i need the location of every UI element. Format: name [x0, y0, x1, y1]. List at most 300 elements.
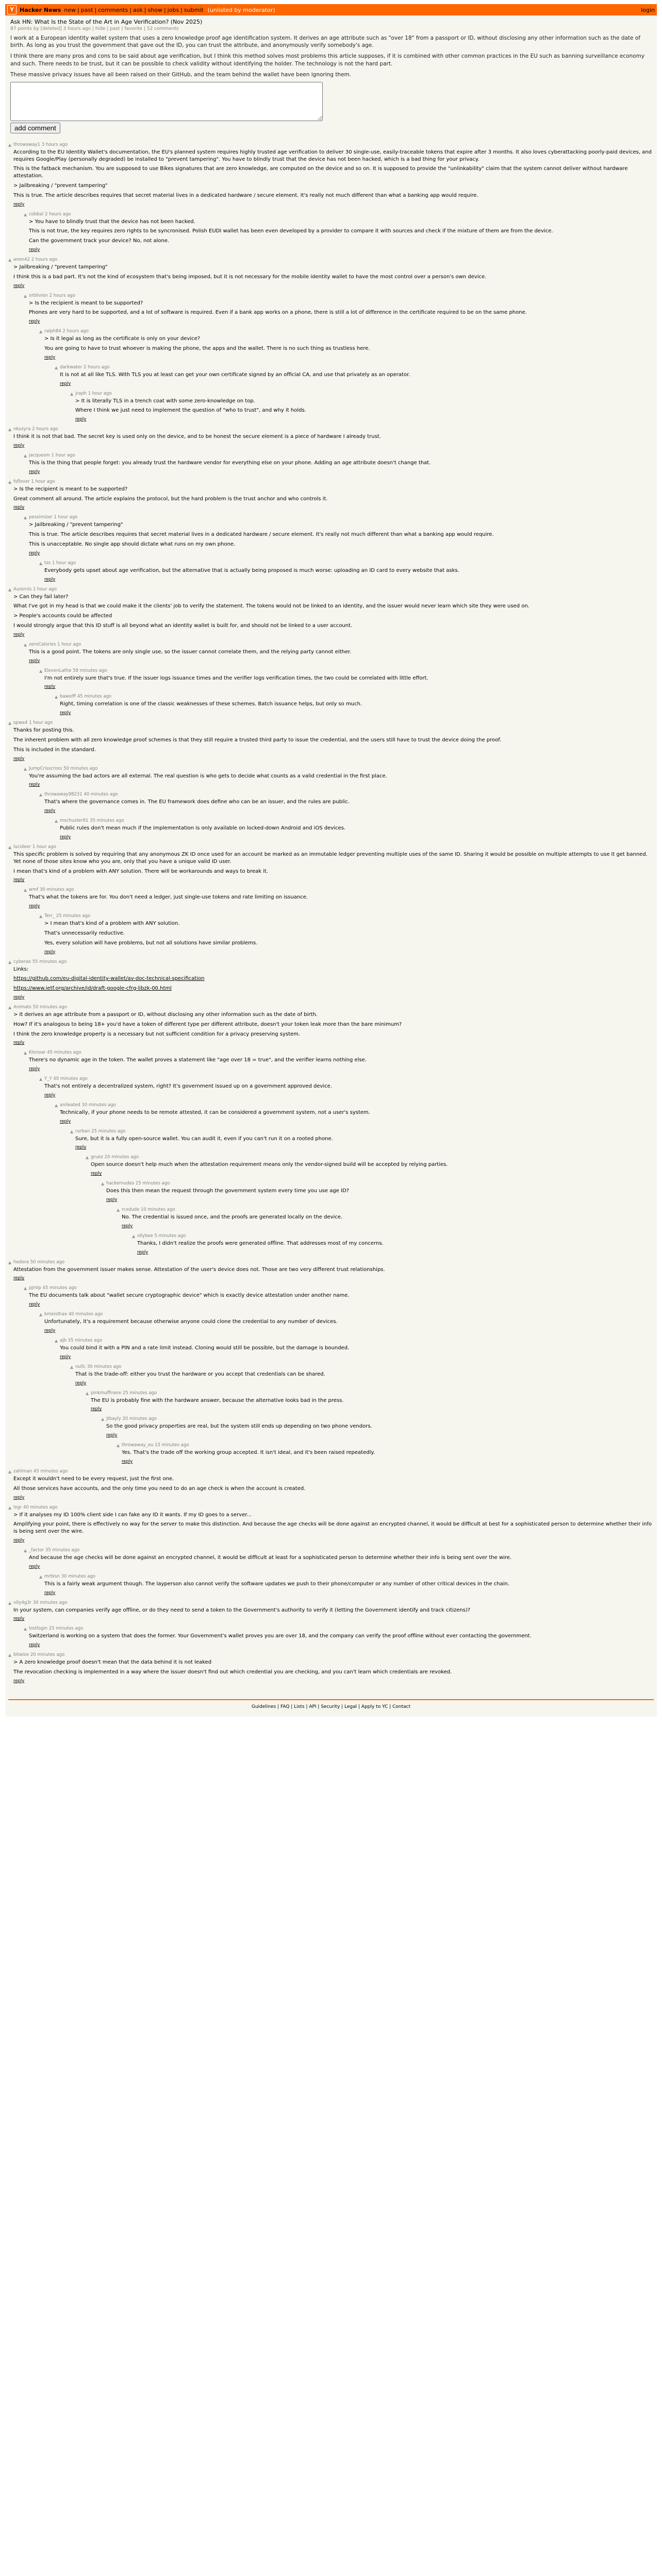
- comment-age[interactable]: 30 minutes ago: [39, 887, 74, 893]
- comment-paragraph: All those services have accounts, and the only time you need to do an age check is when the account is created.: [13, 1485, 306, 1492]
- comment-header: [13, 844, 654, 850]
- comment-user[interactable]: Animats: [13, 1004, 31, 1010]
- upvote-arrow-icon[interactable]: ▲: [8, 1600, 12, 1605]
- reply-link[interactable]: reply: [13, 1538, 25, 1544]
- upvote-arrow-icon[interactable]: ▲: [55, 365, 58, 370]
- comment-age[interactable]: 25 minutes ago: [48, 1626, 84, 1632]
- comment-paragraph: That's where the governance comes in. The EU framework does define who can be an issuer, and the rules are public.: [44, 799, 350, 805]
- upvote-arrow-icon[interactable]: ▲: [24, 1050, 27, 1056]
- comment-age[interactable]: 20 minutes ago: [122, 1416, 157, 1422]
- comment-body: [60, 694, 654, 716]
- reply-link[interactable]: reply: [122, 1223, 133, 1229]
- comment-text: [75, 1136, 654, 1143]
- upvote-arrow-icon[interactable]: ▲: [55, 1103, 58, 1108]
- comment-user[interactable]: throwaway1: [13, 142, 40, 147]
- upvote-arrow-icon[interactable]: ▲: [86, 1155, 89, 1160]
- upvote-arrow-icon[interactable]: ▲: [8, 1653, 12, 1658]
- site-title[interactable]: Hacker News: [20, 6, 61, 13]
- login-link[interactable]: login: [641, 6, 655, 13]
- comment-thread: [5, 142, 657, 1694]
- comment-body: [106, 1416, 654, 1438]
- comment-user[interactable]: hackernudes: [106, 1181, 135, 1187]
- upvote-arrow-icon[interactable]: ▲: [39, 1312, 43, 1317]
- upvote-arrow-icon[interactable]: ▲: [8, 1505, 12, 1510]
- comment-textarea[interactable]: [10, 82, 323, 121]
- comment-text: [44, 920, 654, 946]
- comment-age[interactable]: 1 hour ago: [88, 391, 112, 396]
- reply-link[interactable]: reply: [13, 756, 25, 761]
- comment-age[interactable]: 25 minutes ago: [56, 913, 91, 919]
- reply-link[interactable]: reply: [75, 417, 87, 422]
- upvote-arrow-icon[interactable]: ▲: [39, 561, 43, 566]
- comment: [8, 1652, 654, 1684]
- reply-link[interactable]: reply: [60, 710, 71, 716]
- comment-user[interactable]: pessimizer: [29, 515, 53, 520]
- upvote-arrow-icon[interactable]: ▲: [24, 1286, 27, 1291]
- comment: [8, 887, 654, 909]
- comment: [8, 642, 654, 664]
- comment: [8, 1312, 654, 1333]
- comment-paragraph: In your system, can companies verify age offline, or do they need to send a token to the Government's authority to verify it (letting the Government identify and track citizens)?: [13, 1607, 471, 1613]
- story: [5, 15, 657, 138]
- comment-user[interactable]: darkwater: [60, 364, 82, 370]
- reply-link[interactable]: reply: [137, 1249, 148, 1255]
- comment-user[interactable]: mschuster91: [60, 818, 89, 824]
- comment-user[interactable]: zeroCalories: [29, 641, 56, 647]
- comment-paragraph: That's not entirely a decentralized system, right? It's government issued up on a government approved device.: [44, 1083, 332, 1090]
- reply-link[interactable]: reply: [44, 577, 56, 582]
- comment-age[interactable]: 50 minutes ago: [32, 1004, 67, 1010]
- comment-body: [13, 479, 654, 511]
- upvote-arrow-icon[interactable]: ▲: [24, 1548, 27, 1553]
- comment: [8, 792, 654, 814]
- comment-user[interactable]: _factor: [29, 1548, 44, 1553]
- reply-link[interactable]: reply: [29, 1066, 40, 1072]
- reply-link[interactable]: reply: [13, 505, 25, 511]
- reply-link[interactable]: reply: [29, 247, 40, 253]
- comment-body: [29, 1050, 654, 1072]
- reply-link[interactable]: reply: [60, 1354, 71, 1360]
- comment-user[interactable]: ElevenLathe: [44, 668, 72, 673]
- reply-link[interactable]: reply: [60, 381, 71, 386]
- nav-link-submit[interactable]: submit: [184, 6, 204, 13]
- comment-body: [29, 642, 654, 664]
- reply-link[interactable]: reply: [91, 1406, 102, 1412]
- reply-link[interactable]: reply: [13, 201, 25, 207]
- comment-user[interactable]: cobbal: [29, 211, 44, 217]
- comment-text: [29, 521, 654, 548]
- comment-age[interactable]: 40 minutes ago: [53, 1076, 88, 1082]
- reply-link[interactable]: reply: [13, 1616, 25, 1622]
- nav-separator: |: [144, 6, 146, 13]
- reply-link[interactable]: reply: [75, 1380, 87, 1386]
- comment-user[interactable]: mrtksn: [44, 1573, 60, 1579]
- comment-user[interactable]: lucideer: [13, 844, 31, 850]
- comment-age[interactable]: 25 minutes ago: [122, 1390, 157, 1396]
- reply-link[interactable]: reply: [122, 1459, 133, 1465]
- comment-user[interactable]: rurban: [75, 1128, 90, 1134]
- comment-age[interactable]: 20 minutes ago: [30, 1652, 65, 1658]
- comment-user[interactable]: throwaway_eu: [122, 1443, 154, 1448]
- comment-user[interactable]: lxgr: [13, 1504, 22, 1510]
- nav-link-show[interactable]: show: [147, 6, 162, 13]
- comment-user[interactable]: Terr_: [44, 913, 55, 919]
- comment-user[interactable]: orblivion: [29, 293, 48, 298]
- upvote-arrow-icon[interactable]: ▲: [101, 1417, 105, 1422]
- comment-user[interactable]: jraph: [75, 391, 87, 396]
- reply-link[interactable]: reply: [106, 1433, 118, 1438]
- comment-age[interactable]: 55 minutes ago: [32, 959, 67, 964]
- comment: [8, 668, 654, 690]
- upvote-arrow-icon[interactable]: ▲: [24, 642, 27, 647]
- comment-user[interactable]: ajb: [60, 1338, 67, 1344]
- reply-link[interactable]: reply: [75, 1145, 87, 1150]
- upvote-arrow-icon[interactable]: ▲: [39, 792, 43, 798]
- comment-user[interactable]: bitwize: [13, 1652, 29, 1658]
- upvote-arrow-icon[interactable]: ▲: [8, 1260, 12, 1265]
- upvote-arrow-icon[interactable]: ▲: [24, 453, 27, 458]
- reply-link[interactable]: reply: [29, 1302, 40, 1308]
- comment-paragraph: I'm not entirely sure that's true. If the issuer logs issuance times and the verifier logs verification times, the two could be correlated with little effort.: [44, 675, 428, 681]
- reply-link[interactable]: reply: [13, 443, 25, 448]
- comment-user[interactable]: v0y4g3r: [13, 1600, 32, 1605]
- upvote-arrow-icon[interactable]: ▲: [39, 914, 43, 919]
- upvote-arrow-icon[interactable]: ▲: [24, 515, 27, 520]
- y-logo-icon[interactable]: Y: [7, 5, 16, 14]
- comment: [8, 766, 654, 788]
- comment-header: [60, 365, 654, 370]
- upvote-arrow-icon[interactable]: ▲: [24, 1626, 27, 1632]
- comment-user[interactable]: pinkmuffinere: [91, 1390, 122, 1396]
- upvote-arrow-icon[interactable]: ▲: [117, 1208, 120, 1213]
- comment-body: [60, 365, 654, 386]
- comment-age[interactable]: 45 minutes ago: [77, 694, 112, 700]
- comment-age[interactable]: 40 minutes ago: [68, 1312, 103, 1317]
- comment-age[interactable]: 45 minutes ago: [47, 1050, 81, 1056]
- comment-user[interactable]: ralph84: [44, 329, 61, 334]
- comment-paragraph: Does this then mean the request through the government system every time you use age ID?: [106, 1188, 349, 1194]
- reply-link[interactable]: reply: [60, 1118, 71, 1124]
- comment-age[interactable]: 30 minutes ago: [87, 1364, 122, 1369]
- reply-link[interactable]: reply: [13, 632, 25, 637]
- comment: [8, 1600, 654, 1622]
- comment-header: [13, 587, 654, 592]
- comment-user[interactable]: jtbayly: [106, 1416, 121, 1422]
- upvote-arrow-icon[interactable]: ▲: [8, 721, 12, 726]
- nav-separator: |: [77, 6, 79, 13]
- upvote-arrow-icon[interactable]: ▲: [70, 1129, 74, 1134]
- reply-link[interactable]: reply: [60, 834, 71, 840]
- comment: [8, 587, 654, 637]
- comment-text: [60, 701, 654, 708]
- upvote-arrow-icon[interactable]: ▲: [39, 668, 43, 673]
- comment-age[interactable]: 10 minutes ago: [141, 1207, 175, 1213]
- comment-age[interactable]: 50 minutes ago: [63, 766, 98, 771]
- comment-paragraph: That's what the tokens are for. You don't need a ledger, just single-use tokens and rate limiting on issuance.: [29, 894, 308, 901]
- comment-header: [13, 257, 654, 262]
- reply-link[interactable]: reply: [29, 550, 40, 556]
- comment-user[interactable]: Aurornis: [13, 586, 32, 592]
- comment-age[interactable]: 25 minutes ago: [91, 1128, 126, 1134]
- reply-link[interactable]: reply: [44, 684, 56, 690]
- add-comment-button[interactable]: add comment: [10, 123, 60, 133]
- comment-body: [60, 1338, 654, 1360]
- comment-header: [29, 453, 654, 458]
- upvote-arrow-icon[interactable]: ▲: [101, 1181, 105, 1187]
- comment-user[interactable]: anon42: [13, 257, 30, 263]
- comment: [8, 329, 654, 360]
- comment-age[interactable]: 2 hours ago: [44, 211, 71, 217]
- reply-link[interactable]: reply: [44, 1092, 56, 1098]
- comment-age[interactable]: 30 minutes ago: [81, 1102, 116, 1108]
- upvote-arrow-icon[interactable]: ▲: [24, 212, 27, 217]
- comment-user[interactable]: throwaway98231: [44, 792, 82, 798]
- upvote-arrow-icon[interactable]: ▲: [8, 959, 12, 964]
- reply-link[interactable]: reply: [13, 877, 25, 883]
- comment: [8, 1005, 654, 1045]
- comment-age[interactable]: 1 hour ago: [29, 720, 53, 726]
- comment-age[interactable]: 2 hours ago: [83, 364, 110, 370]
- comment-text: [13, 1659, 654, 1676]
- comment-age[interactable]: 2 hours ago: [49, 293, 76, 298]
- comment-age[interactable]: 50 minutes ago: [30, 1259, 65, 1265]
- nav-link-past[interactable]: past: [80, 6, 93, 13]
- upvote-arrow-icon[interactable]: ▲: [55, 819, 58, 824]
- upvote-arrow-icon[interactable]: ▲: [39, 329, 43, 334]
- comment-user[interactable]: anileated: [60, 1102, 80, 1108]
- reply-link[interactable]: reply: [44, 808, 56, 814]
- comment-text: [60, 825, 654, 832]
- comment-paragraph: > It is literally TLS in a trench coat with some zero-knowledge on top.: [75, 398, 255, 404]
- comment-user[interactable]: Klonoar: [29, 1050, 46, 1056]
- comment-paragraph: > Can they fail later?: [13, 594, 69, 600]
- comment: [8, 1155, 654, 1176]
- comment-age[interactable]: 30 minutes ago: [32, 1600, 68, 1605]
- comment-user[interactable]: JumpCrisscross: [29, 766, 62, 771]
- comment-header: [29, 212, 654, 217]
- reply-link[interactable]: reply: [29, 1642, 40, 1648]
- comment-user[interactable]: rcxdude: [122, 1207, 140, 1213]
- comment-age[interactable]: 5 minutes ago: [154, 1233, 186, 1239]
- reply-link[interactable]: reply: [106, 1197, 118, 1203]
- upvote-arrow-icon[interactable]: ▲: [8, 479, 12, 484]
- comment: [8, 844, 654, 883]
- comment-body: [29, 515, 654, 555]
- comment-age[interactable]: 1 hour ago: [57, 641, 81, 647]
- reply-link[interactable]: reply: [29, 1564, 40, 1569]
- nav-separator: |: [163, 6, 166, 13]
- nav-link-ask[interactable]: ask: [133, 6, 143, 13]
- comment-body: [29, 453, 654, 474]
- comment-text: [29, 1292, 654, 1299]
- comment-user[interactable]: zahlman: [13, 1469, 32, 1475]
- upvote-arrow-icon[interactable]: ▲: [117, 1443, 120, 1448]
- reply-link[interactable]: reply: [29, 319, 40, 325]
- comment: [8, 1391, 654, 1412]
- comment-user[interactable]: fsflover: [13, 479, 30, 484]
- comment-user[interactable]: lostlogin: [29, 1626, 48, 1632]
- comment-user[interactable]: wmf: [29, 887, 39, 893]
- comment-age[interactable]: 30 minutes ago: [61, 1573, 95, 1579]
- comment-age[interactable]: 1 hour ago: [54, 515, 78, 520]
- comment-age[interactable]: 1 hour ago: [51, 453, 75, 458]
- comment-text: [13, 1011, 654, 1038]
- comment-age[interactable]: 3 hours ago: [41, 142, 68, 147]
- comment-paragraph: I mean that's kind of a problem with ANY solution. There will be workarounds and ways to break it.: [13, 868, 269, 874]
- comment: [8, 913, 654, 954]
- reply-link[interactable]: reply: [44, 949, 56, 955]
- upvote-arrow-icon[interactable]: ▲: [132, 1233, 136, 1239]
- comment-age[interactable]: 40 minutes ago: [23, 1504, 58, 1510]
- comment-paragraph: > You have to blindly trust that the device has not been hacked.: [29, 218, 195, 225]
- comment-age[interactable]: 40 minutes ago: [84, 792, 118, 798]
- comment-user[interactable]: bawolff: [60, 694, 76, 700]
- comment-age[interactable]: 35 minutes ago: [68, 1338, 103, 1344]
- upvote-arrow-icon[interactable]: ▲: [55, 694, 58, 700]
- comment-text: [13, 966, 654, 992]
- upvote-arrow-icon[interactable]: ▲: [70, 1364, 74, 1369]
- reply-link[interactable]: reply: [44, 1590, 56, 1596]
- comment-text: [122, 1449, 654, 1456]
- comment-age[interactable]: 45 minutes ago: [42, 1285, 77, 1291]
- comment-user[interactable]: pjmlp: [29, 1285, 41, 1291]
- comment-body: [13, 1260, 654, 1281]
- comment-user[interactable]: ollybee: [137, 1233, 153, 1239]
- top-nav: [64, 7, 203, 13]
- comment-paragraph: That's unnecessarily reductive.: [44, 930, 125, 936]
- upvote-arrow-icon[interactable]: ▲: [24, 888, 27, 893]
- comment-body: [75, 1364, 654, 1386]
- comment-age[interactable]: 20 minutes ago: [104, 1155, 139, 1160]
- reply-link[interactable]: reply: [13, 283, 25, 289]
- comment-paragraph: This is included in the standard.: [13, 747, 96, 753]
- reply-link[interactable]: reply: [29, 469, 40, 474]
- comment-link[interactable]: https://github.com/eu-digital-identity-wallet/av-doc-technical-specification: [13, 976, 205, 982]
- comment-body: [13, 720, 654, 761]
- comment-user[interactable]: tzs: [44, 560, 51, 566]
- reply-link[interactable]: reply: [29, 904, 40, 909]
- comment-age[interactable]: 2 hours ago: [32, 427, 58, 432]
- comment-user[interactable]: kmeisthax: [44, 1312, 68, 1317]
- comment-age[interactable]: 15 minutes ago: [136, 1181, 170, 1187]
- comment-user[interactable]: cyberax: [13, 959, 31, 964]
- comment: [8, 1443, 654, 1464]
- upvote-arrow-icon[interactable]: ▲: [8, 1469, 12, 1475]
- comment-paragraph: This is a good point. The tokens are only single use, so the issuer cannot correlate them, and the relying party cannot either.: [29, 649, 352, 655]
- comment-header: [13, 1469, 654, 1474]
- comment-user[interactable]: nkozyra: [13, 427, 31, 432]
- story-title[interactable]: Ask HN: What Is the State of the Art in Age Verification? (Nov 2025): [10, 19, 203, 25]
- reply-link[interactable]: reply: [44, 354, 56, 360]
- upvote-arrow-icon[interactable]: ▲: [8, 844, 12, 850]
- comment-body: [29, 212, 654, 252]
- upvote-arrow-icon[interactable]: ▲: [8, 1005, 12, 1010]
- comment: [8, 1285, 654, 1307]
- comment-age[interactable]: 2 hours ago: [31, 257, 58, 263]
- comment-header: [75, 1364, 654, 1369]
- comment-text: [13, 1266, 654, 1274]
- comment-text: [60, 1109, 654, 1116]
- reply-link[interactable]: reply: [13, 1678, 25, 1684]
- comment-text: [29, 1633, 654, 1640]
- upvote-arrow-icon[interactable]: ▲: [39, 1574, 43, 1579]
- comment: [8, 1181, 654, 1202]
- reply-link[interactable]: reply: [29, 782, 40, 788]
- comment-body: [13, 959, 654, 1000]
- comment-header: [13, 427, 654, 432]
- comment-link[interactable]: https://www.ietf.org/archive/id/draft-google-cfrg-libzk-00.html: [13, 986, 172, 992]
- upvote-arrow-icon[interactable]: ▲: [70, 391, 74, 396]
- comment: [8, 1207, 654, 1229]
- comment-paragraph: I think it is not that bad. The secret key is used only on the device, and to be honest the secure element is a piece of hardware I already trust.: [13, 434, 381, 440]
- reply-link[interactable]: reply: [29, 658, 40, 664]
- comment-paragraph: > If it analyses my ID 100% client side I can fake any ID it wants. If my ID goes to a server...: [13, 1512, 252, 1518]
- reply-link[interactable]: reply: [13, 1495, 25, 1500]
- comment-age[interactable]: 35 minutes ago: [90, 818, 124, 824]
- reply-link[interactable]: reply: [13, 1276, 25, 1281]
- comment-user[interactable]: gruez: [91, 1155, 103, 1160]
- comment-body: [13, 1652, 654, 1684]
- comment-age[interactable]: 2 hours ago: [62, 329, 89, 334]
- upvote-arrow-icon[interactable]: ▲: [39, 1077, 43, 1082]
- comment-text: [106, 1423, 654, 1430]
- comment-age[interactable]: 58 minutes ago: [73, 668, 107, 673]
- comment-age[interactable]: 1 hour ago: [32, 844, 56, 850]
- top-bar: [5, 4, 657, 15]
- reply-link[interactable]: reply: [13, 994, 25, 1000]
- comment-paragraph: There's no dynamic age in the token. The wallet proves a statement like "age over 18 = true", and the verifier learns nothing else.: [29, 1057, 367, 1063]
- comment-age[interactable]: 35 minutes ago: [45, 1548, 80, 1553]
- nav-link-comments[interactable]: comments: [98, 6, 128, 13]
- reply-link[interactable]: reply: [91, 1171, 102, 1177]
- comment-user[interactable]: Y_Y: [44, 1076, 52, 1082]
- upvote-arrow-icon[interactable]: ▲: [8, 142, 12, 147]
- comment-paragraph: It is not at all like TLS. With TLS you at least can get your own certificate signed by an official CA, and use that privately as an operator.: [60, 371, 410, 378]
- comment-text: [60, 371, 654, 379]
- comment-header: [29, 515, 654, 520]
- upvote-arrow-icon[interactable]: ▲: [8, 587, 12, 592]
- comment-age[interactable]: 45 minutes ago: [34, 1469, 68, 1475]
- comment-text: [75, 1371, 654, 1378]
- comment-user[interactable]: spwa4: [13, 720, 28, 726]
- comment-header: [13, 1005, 654, 1010]
- comment-paragraph: No. The credential is issued once, and the proofs are generated locally on the device.: [122, 1214, 343, 1221]
- comment-user[interactable]: jacquesm: [29, 453, 50, 458]
- comment-header: [29, 1626, 654, 1631]
- upvote-arrow-icon[interactable]: ▲: [8, 427, 12, 432]
- upvote-arrow-icon[interactable]: ▲: [24, 293, 27, 298]
- reply-link[interactable]: reply: [13, 1040, 25, 1046]
- upvote-arrow-icon[interactable]: ▲: [24, 766, 27, 771]
- nav-link-new[interactable]: new: [64, 6, 76, 13]
- comment-user[interactable]: hedora: [13, 1259, 29, 1265]
- nav-link-jobs[interactable]: jobs: [167, 6, 179, 13]
- comment-age[interactable]: 15 minutes ago: [155, 1443, 189, 1448]
- upvote-arrow-icon[interactable]: ▲: [86, 1391, 89, 1396]
- comment-age[interactable]: 1 hour ago: [32, 586, 57, 592]
- comment-paragraph: > Is it legal as long as the certificate is only on your device?: [44, 336, 201, 342]
- comment-age[interactable]: 1 hour ago: [52, 560, 76, 566]
- comment-user[interactable]: nullc: [75, 1364, 86, 1369]
- upvote-arrow-icon[interactable]: ▲: [8, 258, 12, 263]
- comment-paragraph: > A zero knowledge proof doesn't mean that the data behind it is not leaked: [13, 1659, 212, 1666]
- comment-body: [122, 1443, 654, 1464]
- comment-age[interactable]: 1 hour ago: [31, 479, 55, 484]
- comment-paragraph: That is the trade-off: either you trust the hardware or you accept that credentials can be shared.: [75, 1371, 325, 1377]
- upvote-arrow-icon[interactable]: ▲: [55, 1338, 58, 1344]
- reply-link[interactable]: reply: [44, 1328, 56, 1334]
- comment: [8, 1129, 654, 1150]
